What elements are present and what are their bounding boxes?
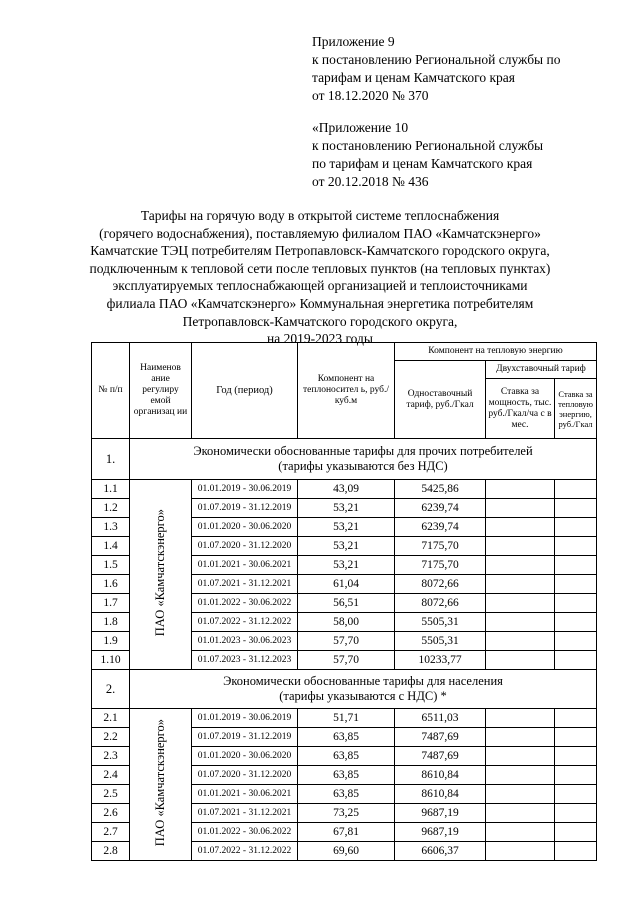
single-rate-value: 7487,69 xyxy=(395,747,486,766)
col-header-energy: Компонент на тепловую энергию xyxy=(395,343,597,361)
capacity-rate-value xyxy=(486,575,555,594)
appendix-10-line: от 20.12.2018 № 436 xyxy=(312,174,429,189)
appendix-9-block xyxy=(312,33,560,105)
title-line: Петропавловск-Камчатского городского округа, xyxy=(182,313,458,329)
heat-rate-value xyxy=(555,575,597,594)
period-cell: 01.01.2020 - 30.06.2020 xyxy=(192,518,298,537)
section-number: 1. xyxy=(92,439,130,480)
col-header-org: Наименов ание регулиру емой организац ии xyxy=(130,343,192,439)
col-header-two-part: Двухставочный тариф xyxy=(486,361,597,379)
row-number: 2.1 xyxy=(92,709,130,728)
org-cell xyxy=(130,709,192,861)
org-name: ПАО «Камчатскэнерго» xyxy=(153,718,167,847)
carrier-value: 67,81 xyxy=(298,823,395,842)
capacity-rate-value xyxy=(486,518,555,537)
heat-rate-value xyxy=(555,613,597,632)
heat-rate-value xyxy=(555,766,597,785)
carrier-value: 53,21 xyxy=(298,499,395,518)
single-rate-value: 9687,19 xyxy=(395,823,486,842)
row-number: 2.7 xyxy=(92,823,130,842)
carrier-value: 56,51 xyxy=(298,594,395,613)
row-number: 1.4 xyxy=(92,537,130,556)
heat-rate-value xyxy=(555,518,597,537)
capacity-rate-value xyxy=(486,728,555,747)
carrier-value: 53,21 xyxy=(298,537,395,556)
single-rate-value: 5505,31 xyxy=(395,613,486,632)
section-title xyxy=(130,439,597,480)
single-rate-value: 7175,70 xyxy=(395,556,486,575)
carrier-value: 57,70 xyxy=(298,632,395,651)
period-cell: 01.07.2022 - 31.12.2022 xyxy=(192,842,298,861)
appendix-10-line: по тарифам и ценам Камчатского края xyxy=(312,156,533,171)
single-rate-value: 5505,31 xyxy=(395,632,486,651)
single-rate-value: 6239,74 xyxy=(395,499,486,518)
carrier-value: 63,85 xyxy=(298,728,395,747)
row-number: 1.6 xyxy=(92,575,130,594)
section-title-line: Экономически обоснованные тарифы для населения xyxy=(223,674,503,688)
carrier-value: 53,21 xyxy=(298,518,395,537)
single-rate-value: 7487,69 xyxy=(395,728,486,747)
period-cell: 01.07.2020 - 31.12.2020 xyxy=(192,766,298,785)
appendix-9-line: от 18.12.2020 № 370 xyxy=(312,88,429,103)
col-header-period: Год (период) xyxy=(192,343,298,439)
capacity-rate-value xyxy=(486,823,555,842)
row-number: 2.2 xyxy=(92,728,130,747)
heat-rate-value xyxy=(555,594,597,613)
carrier-value: 61,04 xyxy=(298,575,395,594)
document-title xyxy=(40,207,600,348)
table-row xyxy=(92,709,597,728)
single-rate-value: 8072,66 xyxy=(395,594,486,613)
period-cell: 01.01.2022 - 30.06.2022 xyxy=(192,594,298,613)
section-row xyxy=(92,670,597,709)
appendix-10-block xyxy=(312,119,543,191)
carrier-value: 51,71 xyxy=(298,709,395,728)
period-cell: 01.07.2020 - 31.12.2020 xyxy=(192,537,298,556)
title-line: филиала ПАО «Камчатскэнерго» Коммунальная энергетика потребителям xyxy=(106,295,534,311)
appendix-10-line: к постановлению Региональной службы xyxy=(312,138,544,153)
row-number: 1.8 xyxy=(92,613,130,632)
capacity-rate-value xyxy=(486,632,555,651)
capacity-rate-value xyxy=(486,842,555,861)
heat-rate-value xyxy=(555,842,597,861)
carrier-value: 73,25 xyxy=(298,804,395,823)
heat-rate-value xyxy=(555,632,597,651)
title-line: на 2019-2023 годы xyxy=(267,331,373,347)
carrier-value: 58,00 xyxy=(298,613,395,632)
single-rate-value: 7175,70 xyxy=(395,537,486,556)
capacity-rate-value xyxy=(486,785,555,804)
carrier-value: 69,60 xyxy=(298,842,395,861)
single-rate-value: 8072,66 xyxy=(395,575,486,594)
col-header-carrier: Компонент на теплоносител ь, руб./куб.м xyxy=(298,343,395,439)
period-cell: 01.01.2021 - 30.06.2021 xyxy=(192,785,298,804)
appendix-9-line: к постановлению Региональной службы по xyxy=(312,52,561,67)
org-cell xyxy=(130,480,192,670)
row-number: 2.5 xyxy=(92,785,130,804)
carrier-value: 53,21 xyxy=(298,556,395,575)
period-cell: 01.01.2022 - 30.06.2022 xyxy=(192,823,298,842)
title-line: эксплуатируемых теплоснабжающей организацией и теплоисточниками xyxy=(112,278,528,294)
capacity-rate-value xyxy=(486,556,555,575)
period-cell: 01.07.2023 - 31.12.2023 xyxy=(192,651,298,670)
heat-rate-value xyxy=(555,747,597,766)
row-number: 1.9 xyxy=(92,632,130,651)
capacity-rate-value xyxy=(486,804,555,823)
heat-rate-value xyxy=(555,537,597,556)
section-title-line: (тарифы указываются с НДС) * xyxy=(279,689,447,703)
capacity-rate-value xyxy=(486,594,555,613)
title-line: Тарифы на горячую воду в открытой системе теплоснабжения xyxy=(140,208,500,223)
carrier-value: 43,09 xyxy=(298,480,395,499)
row-number: 1.3 xyxy=(92,518,130,537)
single-rate-value: 6511,03 xyxy=(395,709,486,728)
col-header-single: Одноставочный тариф, руб./Гкал xyxy=(395,361,486,439)
capacity-rate-value xyxy=(486,709,555,728)
capacity-rate-value xyxy=(486,747,555,766)
carrier-value: 57,70 xyxy=(298,651,395,670)
single-rate-value: 5425,86 xyxy=(395,480,486,499)
appendix-9-line: Приложение 9 xyxy=(312,34,395,49)
row-number: 2.4 xyxy=(92,766,130,785)
col-header-heat: Ставка за тепловую энергию, руб./Гкал xyxy=(555,379,597,439)
appendix-10-line: «Приложение 10 xyxy=(312,120,409,135)
row-number: 1.10 xyxy=(92,651,130,670)
row-number: 1.2 xyxy=(92,499,130,518)
period-cell: 01.07.2021 - 31.12.2021 xyxy=(192,804,298,823)
section-title-line: Экономически обоснованные тарифы для прочих потребителей xyxy=(193,444,533,458)
section-number: 2. xyxy=(92,670,130,709)
carrier-value: 63,85 xyxy=(298,766,395,785)
heat-rate-value xyxy=(555,785,597,804)
carrier-value: 63,85 xyxy=(298,785,395,804)
heat-rate-value xyxy=(555,709,597,728)
single-rate-value: 8610,84 xyxy=(395,766,486,785)
row-number: 1.1 xyxy=(92,480,130,499)
tariff-table xyxy=(91,342,597,861)
period-cell: 01.07.2022 - 31.12.2022 xyxy=(192,613,298,632)
single-rate-value: 9687,19 xyxy=(395,804,486,823)
heat-rate-value xyxy=(555,823,597,842)
period-cell: 01.01.2019 - 30.06.2019 xyxy=(192,480,298,499)
row-number: 1.7 xyxy=(92,594,130,613)
row-number: 2.6 xyxy=(92,804,130,823)
period-cell: 01.07.2019 - 31.12.2019 xyxy=(192,728,298,747)
capacity-rate-value xyxy=(486,613,555,632)
heat-rate-value xyxy=(555,804,597,823)
table-row xyxy=(92,480,597,499)
capacity-rate-value xyxy=(486,651,555,670)
single-rate-value: 8610,84 xyxy=(395,785,486,804)
capacity-rate-value xyxy=(486,499,555,518)
carrier-value: 63,85 xyxy=(298,747,395,766)
single-rate-value: 6606,37 xyxy=(395,842,486,861)
period-cell: 01.01.2023 - 30.06.2023 xyxy=(192,632,298,651)
row-number: 2.8 xyxy=(92,842,130,861)
heat-rate-value xyxy=(555,728,597,747)
period-cell: 01.01.2019 - 30.06.2019 xyxy=(192,709,298,728)
row-number: 1.5 xyxy=(92,556,130,575)
period-cell: 01.07.2019 - 31.12.2019 xyxy=(192,499,298,518)
title-line: Камчатские ТЭЦ потребителям Петропавловск-Камчатского городского округа, xyxy=(90,243,550,259)
period-cell: 01.07.2021 - 31.12.2021 xyxy=(192,575,298,594)
title-line: (горячего водоснабжения), поставляемую филиалом ПАО «Камчатскэнерго» xyxy=(99,225,541,241)
col-header-capacity: Ставка за мощность, тыс. руб./Гкал/ча с в мес. xyxy=(486,379,555,439)
period-cell: 01.01.2020 - 30.06.2020 xyxy=(192,747,298,766)
single-rate-value: 10233,77 xyxy=(395,651,486,670)
org-name: ПАО «Камчатскэнерго» xyxy=(153,508,167,637)
section-title-line: (тарифы указываются без НДС) xyxy=(278,459,448,473)
period-cell: 01.01.2021 - 30.06.2021 xyxy=(192,556,298,575)
heat-rate-value xyxy=(555,499,597,518)
capacity-rate-value xyxy=(486,537,555,556)
section-title xyxy=(130,670,597,709)
col-header-num: № п/п xyxy=(92,343,130,439)
title-line: подключенным к тепловой сети после тепловых пунктов (на тепловых пунктах) xyxy=(89,260,551,276)
capacity-rate-value xyxy=(486,766,555,785)
heat-rate-value xyxy=(555,651,597,670)
section-row xyxy=(92,439,597,480)
row-number: 2.3 xyxy=(92,747,130,766)
capacity-rate-value xyxy=(486,480,555,499)
appendix-9-line: тарифам и ценам Камчатского края xyxy=(312,70,515,85)
single-rate-value: 6239,74 xyxy=(395,518,486,537)
heat-rate-value xyxy=(555,480,597,499)
heat-rate-value xyxy=(555,556,597,575)
